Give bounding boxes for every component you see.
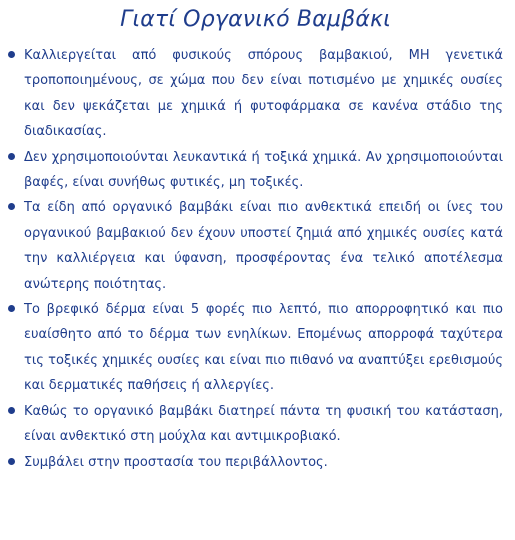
bullet-text: Το βρεφικό δέρμα είναι 5 φορές πιο λεπτό, πιο απορροφητικό και πιο ευαίσθητο από το δέρμα των ενηλίκων. Επομένως απορροφά ταχύτερα τις τοξικές χημικές ουσίες και είναι πιο πιθανό να αναπτύξει ερεθισμούς και δερματικές παθήσεις ή αλλεργίες. bbox=[24, 302, 503, 394]
bullet-dot-icon bbox=[8, 458, 15, 465]
bullet-dot-icon bbox=[8, 407, 15, 414]
bullet-text: Καλλιεργείται από φυσικούς σπόρους βαμβακιού, ΜΗ γενετικά τροποποιημένους, σε χώμα που δεν είναι ποτισμένο με χημικές ουσίες και δεν ψεκάζεται με χημικά ή φυτοφάρμακα σε κανένα στάδιο της διαδικασίας. bbox=[24, 48, 503, 140]
bullet-item bbox=[8, 450, 503, 475]
bullet-text: Καθώς το οργανικό βαμβάκι διατηρεί πάντα τη φυσική του κατάσταση, είναι ανθεκτικό στη μούχλα και αντιμικροβιακό. bbox=[24, 403, 503, 445]
bullet-item bbox=[8, 145, 503, 196]
bullet-item bbox=[8, 43, 503, 145]
bullet-dot-icon bbox=[8, 51, 15, 58]
bullet-item bbox=[8, 195, 503, 297]
bullet-text: Συμβάλει στην προστασία του περιβάλλοντος. bbox=[24, 454, 328, 470]
bullet-text: Δεν χρησιμοποιούνται λευκαντικά ή τοξικά χημικά. Αν χρησιμοποιούνται βαφές, είναι συνήθως φυτικές, μη τοξικές. bbox=[24, 149, 503, 191]
bullet-dot-icon bbox=[8, 305, 15, 312]
document-title: Γιατί Οργανικό Βαμβάκι bbox=[120, 7, 391, 32]
bullet-dot-icon bbox=[8, 203, 15, 210]
bullet-dot-icon bbox=[8, 153, 15, 160]
bullet-item bbox=[8, 297, 503, 399]
bullet-text: Τα είδη από οργανικό βαμβάκι είναι πιο ανθεκτικά επειδή οι ίνες του οργανικού βαμβακιού δεν έχουν υποστεί ζημιά από χημικές ουσίες κατά την καλλιέργεια και ύφανση, προσφέροντας ένα τελικό αποτέλεσμα ανώτερης ποιότητας. bbox=[24, 200, 503, 292]
bullet-item bbox=[8, 399, 503, 450]
bullet-list bbox=[8, 43, 503, 475]
